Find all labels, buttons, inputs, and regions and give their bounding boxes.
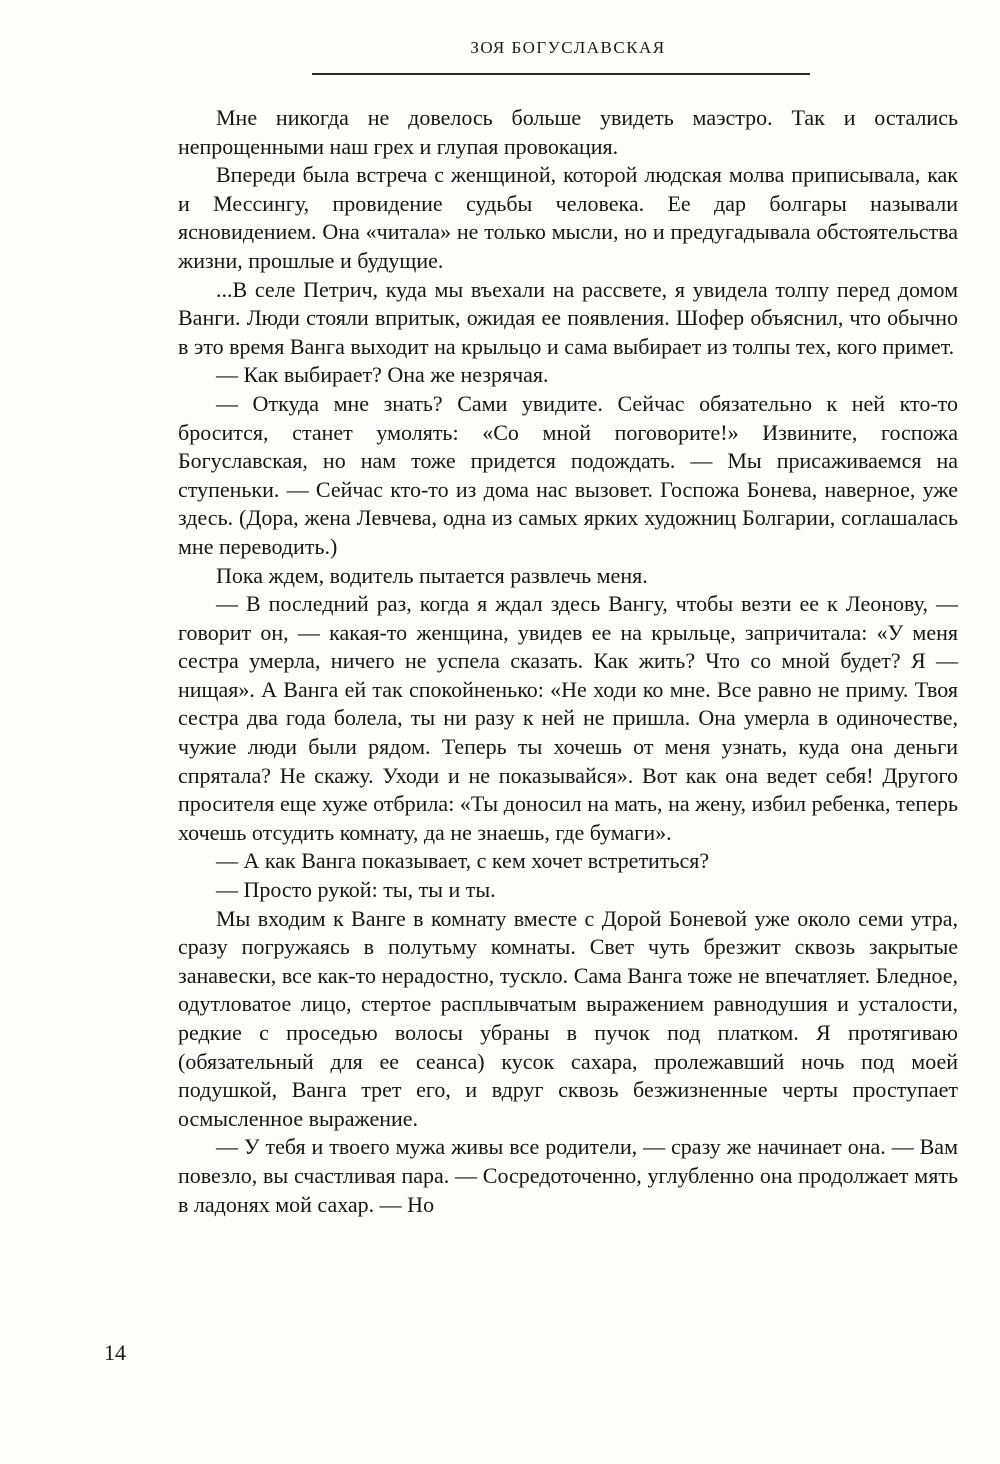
page-number: 14 <box>104 1340 126 1365</box>
paragraph: Пока ждем, водитель пытается развлечь меня. <box>216 562 648 588</box>
paragraph: — Откуда мне знать? Сами увидите. Сейчас обязательно к ней кто-то бросится, станет умолять: «Со мной поговорите!» Извините, госпожа Богуславская, но нам тоже придется подождать. — Мы присаживаемся на ступеньки. — Сейчас кто-то из дома нас вызовет. Госпожа Бонева, наверное, уже здесь. (Дора, жена Левчева, одна из самых ярких художниц Болгарии, соглашалась мне переводить.) <box>178 390 958 559</box>
paragraph: — Как выбирает? Она же незрячая. <box>216 362 549 388</box>
running-head <box>178 38 958 58</box>
paragraph: — В последний раз, когда я ждал здесь Вангу, чтобы везти ее к Леонову, — говорит он, — какая-то женщина, увидев ее на крыльце, запричитала: «У меня сестра умерла, ничего не успела сказать. Как жить? Что со мной будет? Я — нищая». А Ванга ей так спокойненько: «Не ходи ко мне. Все равно не приму. Твоя сестра два года болела, ты ни разу к ней не пришла. Она умерла в одиночестве, чужие люди были рядом. Теперь ты хочешь от меня узнать, куда она деньги спрятала? Не скажу. Уходи и не показывайся». Вот как она ведет себя! Другого просителя еще хуже отбрила: «Ты доносил на мать, на жену, избил ребенка, теперь хочешь отсудить комнату, да не знаешь, где бумаги». <box>178 591 958 845</box>
paragraph: — А как Ванга показывает, с кем хочет встретиться? <box>216 848 710 874</box>
running-head-text: ЗОЯ БОГУСЛАВСКАЯ <box>470 38 666 57</box>
header-divider <box>312 73 810 75</box>
paragraph: Мне никогда не довелось больше увидеть маэстро. Так и остались непрощенными наш грех и глупая провокация. <box>178 105 958 159</box>
paragraph: Мы входим к Ванге в комнату вместе с Дорой Боневой уже около семи утра, сразу погружаясь в полутьму комнаты. Свет чуть брезжит сквозь закрытые занавески, все как-то нерадостно, тускло. Сама Ванга тоже не впечатляет. Бледное, одутловатое лицо, стертое расплывчатым выражением равнодушия и усталости, редкие с проседью волосы убраны в пучок под платком. Я протягиваю (обязательный для ее сеанса) кусок сахара, пролежавший ночь под моей подушкой, Ванга трет его, и вдруг сквозь безжизненные черты проступает осмысленное выражение. <box>178 905 958 1131</box>
paragraph: ...В селе Петрич, куда мы въехали на рассвете, я увидела толпу перед домом Ванги. Люди стояли впритык, ожидая ее появления. Шофер объяснил, что обычно в это время Ванга выходит на крыльцо и сама выбирает из толпы тех, кого примет. <box>178 276 958 359</box>
paragraph: Впереди была встреча с женщиной, которой людская молва приписывала, как и Мессингу, провидение судьбы человека. Ее дар болгары называли ясновидением. Она «читала» не только мысли, но и предугадывала обстоятельства жизни, прошлые и будущие. <box>178 162 958 273</box>
paragraph: — У тебя и твоего мужа живы все родители, — сразу же начинает она. — Вам повезло, вы счастливая пара. — Сосредоточенно, углубленно она продолжает мять в ладонях мой сахар. — Но <box>178 1134 958 1217</box>
text-body <box>178 104 958 1219</box>
paragraph: — Просто рукой: ты, ты и ты. <box>216 877 496 903</box>
